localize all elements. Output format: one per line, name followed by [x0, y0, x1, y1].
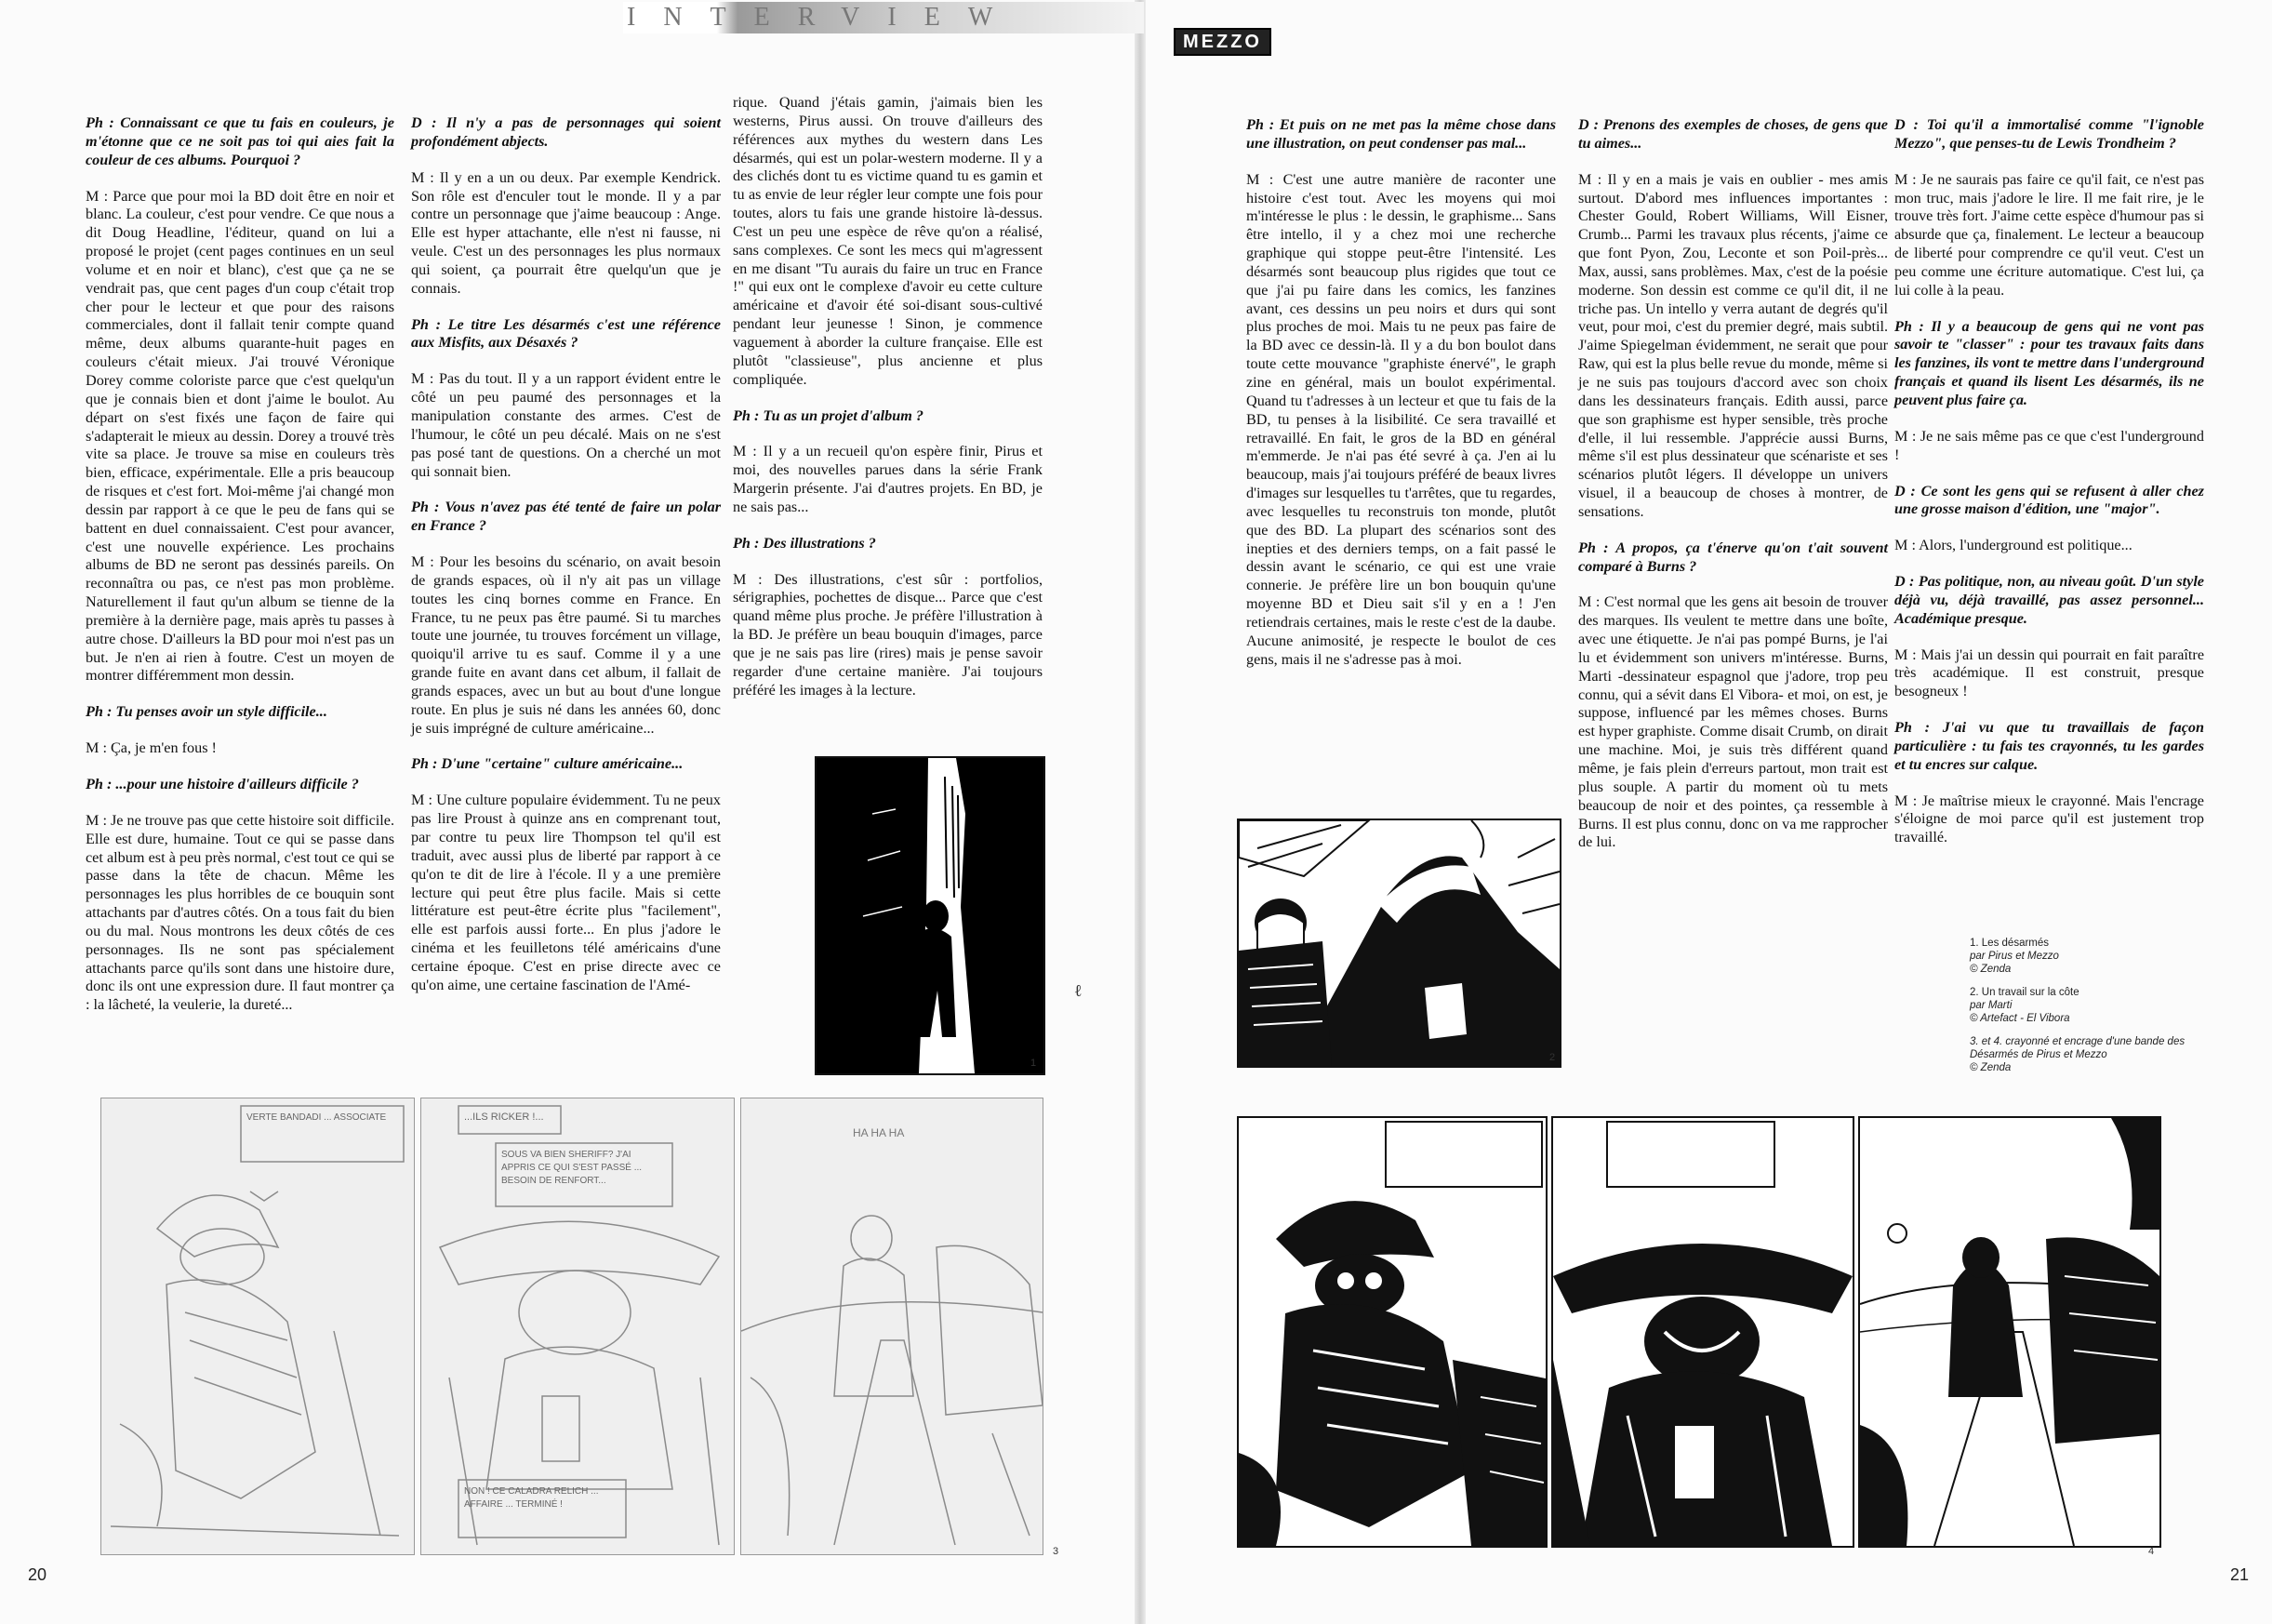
answer-paragraph: M : Il y a un recueil qu'on espère finir, Pirus et moi, des nouvelles parues dans la série Frank Margerin présente. J'ai d'autres projets. En BD, je ne sais pas...	[733, 443, 1043, 515]
mezzo-badge: MEZZO	[1174, 28, 1271, 56]
answer-paragraph: M : Des illustrations, c'est sûr : portfolios, sérigraphies, pochettes de disque... Parce que c'est quand même plus proche. Je préfère l'illustration à la BD. Je préfère un beau bouquin d'images, parce que je ne sais pas lire (rires) mais je pense savoir regarder d'une certaine manière. J'ai toujours préféré les images à la lecture.	[733, 570, 1043, 699]
column-4	[1246, 116, 1556, 686]
credit-3-title: 3. et 4. crayonné et encrage d'une bande des Désarmés de Pirus et Mezzo	[1970, 1036, 2186, 1060]
figure-3-panel-a	[100, 1098, 415, 1555]
page-number-left: 20	[28, 1565, 47, 1584]
figure-4-panel-b	[1551, 1116, 1854, 1548]
sketch-balloon-2: ...ILS RICKER !...	[464, 1112, 544, 1123]
figure-3-panel-b	[420, 1098, 735, 1555]
credit-1	[1970, 937, 2212, 976]
answer-paragraph: rique. Quand j'étais gamin, j'aimais bien les westerns, Pirus aussi. On trouve d'ailleurs des références aux mythes du western dans Les désarmés, qui est un polar-western moderne. Il y a des clichés dont tu es victime quand tu es gamin et tu as envie de leur régler leur compte une fois pour toutes, alors tu fais une grande histoire là-dessus. C'est un peu une espèce de rêve qu'on a réalisé, sans complexes. Ce sont les mecs qui m'agressent en me disant "Tu aurais du faire un truc en France !" qui eux ont le complexe d'avoir eu cette culture américaine et d'avoir été soi-disant sous-cultivé pendant leur jeunesse ! Sinon, je commence vaguement à aborder la culture française. Elle est plutôt "classieuse", plus ancienne et plus compliquée.	[733, 94, 1043, 388]
credit-1-copyright: © Zenda	[1970, 964, 2012, 975]
answer-paragraph: M : C'est normal que les gens ait besoin de trouver des marques. Ils veulent te mettre dans une boîte, avec une étiquette. Je n'ai pas pompé Burns, je l'ai lu et évidemment son univers m'intéresse. Burns, Marti -dessinateur espagnol que j'adore, trop peu connu, qui a sévit dans El Vibora- et moi, on est, je suppose, influencé par les mêmes choses. Burns est hyper graphiste. Comme disait Crumb, on dirait une machine. Moi, je suis très différent quand même, je fais plein d'erreurs partout, mon trait est plus souple. A partir du moment où tu mets beaucoup de noir et des pointes, ça ressemble à Burns. Il est plus connu, donc on va me rapprocher de lui.	[1578, 593, 1888, 851]
question-paragraph: Ph : D'une "certaine" culture américaine...	[411, 755, 684, 773]
figure-credits	[1970, 937, 2212, 1085]
credit-2-authors: par Marti	[1970, 1000, 2013, 1011]
figure-3-panel-c	[740, 1098, 1043, 1555]
answer-paragraph: M : Pour les besoins du scénario, on avait besoin de grands espaces, où il n'y ait pas un village toutes les cinq bornes comme en France. En France, tu ne peux pas être paumé. Si tu marches toute une journée, tu trouves forcément un village, quoiqu'il arrive tu es sauf. Comme il y a une grande fuite en avant dans cet album, il fallait de grands espaces, avec un but au bout d'une longue route. En plus je suis né dans les années 60, donc je suis imprégné de culture américaine...	[411, 553, 721, 737]
ink-figure-road	[1860, 1118, 2159, 1546]
sketch-balloon-5: NON ! CE CALADRA RELICH ... AFFAIRE ... TERMINÉ !	[464, 1486, 599, 1510]
question-paragraph: D : Il n'y a pas de personnages qui soient profondément abjects.	[411, 114, 721, 150]
question-paragraph: Ph : Des illustrations ?	[733, 534, 876, 552]
answer-paragraph: M : Il y en a un ou deux. Par exemple Kendrick. Son rôle est d'enculer tout le monde. Il y a par contre un personnage que j'aime beaucoup : Ange. Elle est hyper attachante, elle n'est ni fausse, ni veule. C'est un des personnages les plus normaux qui soient, ça pourrait être quelqu'un que je connais.	[411, 168, 721, 297]
ink-sheriff-bottle	[1553, 1118, 1853, 1546]
answer-paragraph: M : Je ne sais même pas ce que c'est l'underground !	[1894, 427, 2204, 463]
question-paragraph: Ph : Le titre Les désarmés c'est une référence aux Misfits, aux Désaxés ?	[411, 315, 721, 352]
page-gutter	[1135, 0, 1146, 1624]
column-2	[411, 114, 721, 1013]
question-paragraph: Ph : Connaissant ce que tu fais en couleurs, je m'étonne que ce ne soit pas toi qui aies fait la couleur de ces albums. Pourquoi ?	[86, 114, 394, 168]
column-1	[86, 114, 394, 1032]
question-paragraph: D : Prenons des exemples de choses, de gens que tu aimes...	[1578, 116, 1888, 152]
answer-paragraph: M : C'est une autre manière de raconter une histoire c'est tout. Avec les moyens qui moi m'intéresse le plus : le dessin, le graphisme... Sans être intello, il y a chez moi une recherche graphique qui stoppe peut-être l'intensité. Les désarmés sont beaucoup plus rigides que tout ce que j'ai pu faire dans les comics, les fanzines avant, ces dessins un peu noirs et durs qui sont plus proches de moi. Mais tu ne peux pas faire de la BD avec ce dessin-là. Il y a du bon boulot dans toute cette mouvance "graphiste énervé", le graph zine en général, mais un boulot expérimental. Quand tu t'adresses à un lecteur et que tu fais de la BD, tu penses à la lisibilité. Ce sera travaillé et retravaillé. En fait, le gros de la BD en général m'emmerde. Je n'ai pas été sevré à ça. J'en ai lu beaucoup, mais j'ai toujours préféré de beaux livres d'images sur lesquelles tu t'arrêtes, que tu regardes, avec lesquelles tu reconstruis ton monde, plutôt que des BD. La plupart des scénarios sont des inepties et des derniers temps, on a fait passé le dessin avant le scénario, ce qui est une vraie connerie. Je préfère lire un bon bouquin qu'une moyenne BD et Dieu sait s'il y en a ! J'en retiendrais certaines, mais le reste c'est de la daube. Aucune animosité, je respecte le boulot de ces gens, mais il ne s'adresse pas à moi.	[1246, 170, 1556, 668]
figure-4-panel-c	[1858, 1116, 2161, 1548]
answer-paragraph: M : Je ne trouve pas que cette histoire soit difficile. Elle est dure, humaine. Tout ce qui se passe dans cet album est à peu près normal, c'est tout ce qui se passe dans la tête de chacun. Même les personnages les plus horribles de ce bouquin sont attachants par d'autres côtés. On a tous fait du bien ou du mal. Nous montrons les deux côtés de ces personnages. Ils ne sont pas spécialement attachants parce qu'ils sont dans une histoire dure, donc ils ont une expression dure. Il faut montrer ça : la lâcheté, la veulerie, la dureté...	[86, 811, 394, 1014]
figure-4-number: 4	[2148, 1546, 2155, 1557]
column-6	[1894, 116, 2204, 865]
question-paragraph: Ph : Il y a beaucoup de gens qui ne vont pas savoir te "classer" : pour tes travaux faits dans les fanzines, ils vont te mettre dans l'underground français et quand ils lisent Les désarmés, ils ne peuvent plus faire ça.	[1894, 317, 2204, 408]
question-paragraph: Ph : Vous n'avez pas été tenté de faire un polar en France ?	[411, 499, 721, 535]
coast-building-illustration	[1239, 820, 1560, 1066]
answer-paragraph: M : Une culture populaire évidemment. Tu ne peux pas lire Proust à quinze ans en comprenant tout, par contre tu peux lire Thompson tel qu'il est traduit, avec aussi plus de liberté par rapport à ce qu'on te dit de lire à l'école. Il y a une première lecture qui peut être plus facile. Mais si cette littérature est peut-être écrite plus "facilement", elle est parfois aussi forte... En plus j'adore le cinéma et les feuilletons télé américains d'une certaine époque. C'est en prise directe avec ce qu'on aime, une certaine fascination de l'Amé-	[411, 792, 721, 993]
question-paragraph: Ph : Et puis on ne met pas la même chose dans une illustration, on peut condenser pas mal...	[1246, 116, 1556, 152]
question-paragraph: Ph : J'ai vu que tu travaillais de façon particulière : tu fais tes crayonnés, tu les gardes et tu encres sur calque.	[1894, 719, 2204, 773]
figure-1-number: 1	[1030, 1058, 1037, 1069]
question-paragraph: D : Pas politique, non, au niveau goût. D'un style déjà vu, déjà travaillé, pas assez personnel... Académique presque.	[1894, 573, 2204, 627]
answer-paragraph: M : Mais j'ai un dessin qui pourrait en fait paraître très académique. Il est construit, presque besogneux !	[1894, 646, 2204, 700]
answer-paragraph: M : Parce que pour moi la BD doit être en noir et blanc. La couleur, c'est pour vendre. Ce que nous a dit Doug Headline, l'éditeur, quand on lui a proposé le projet (cent pages continues en un seul volume et en noir et blanc), c'est que ça ne se vendrait pas, que cent pages d'un coup c'était trop cher pour le lecteur et que pour des raisons commerciales, dont il fallait tenir compte quand même, deux albums quarante-huit pages en couleurs c'était mieux. J'ai trouvé Véronique Dorey comme coloriste parce que c'est quelqu'un que je connais bien et dont j'aime le boulot. Au départ on s'est fixés une façon de faire qui s'adapterait le mieux au dessin. Dorey a trouvé très vite sa place. Je trouve sa mise en couleurs très bien, efficace, expérimentale. Elle a pris beaucoup de risques et c'est fort. Moi-même j'ai changé mon dessin par rapport à ce que le peu de fans qui se battent en duel connaissaient. C'est pour avancer, c'est une nouvelle expérience. Les prochains albums de BD ne seront pas dessinés pareils. On reconnaîtra ou pas, ce n'est pas mon problème. Naturellement il faut qu'un album se tienne de la première à la dernière page, mais après tu passes à autre chose. D'ailleurs la BD pour moi n'est pas un but. Je n'en ai rien à foutre. C'est un moyen de montrer différemment mon dessin.	[86, 187, 394, 685]
question-paragraph: Ph : ...pour une histoire d'ailleurs difficile ?	[86, 776, 359, 792]
answer-paragraph: M : Je ne saurais pas faire ce qu'il fait, ce n'est pas mon truc, mais j'adore le lire. Il me fait rire, je le trouve très fort. J'aime cette espèce d'humour pas si absurde que ça, finalement. Le lecteur a beaucoup de liberté pour comprendre ce qu'il veut. C'est un peu comme une écriture automatique. C'est lui, ça lui colle à la peau.	[1894, 170, 2204, 299]
figure-3-number: 3	[1053, 1546, 1059, 1557]
question-paragraph: Ph : Tu as un projet d'album ?	[733, 406, 923, 424]
sketch-balloon-4: HA HA HA	[853, 1126, 905, 1139]
figure-4-panel-a	[1237, 1116, 1548, 1548]
page-number-right: 21	[2230, 1565, 2250, 1584]
sketch-balloon-1: VERTE BANDADI ... ASSOCIATE	[246, 1112, 387, 1123]
sketch-figure-road	[741, 1098, 1043, 1554]
question-paragraph: D : Ce sont les gens qui se refusent à aller chez une grosse maison d'édition, une "major".	[1894, 482, 2204, 518]
ink-sheriff-binoculars	[1239, 1118, 1546, 1546]
answer-paragraph: M : Ça, je m'en fous !	[86, 739, 217, 757]
credit-2	[1970, 986, 2212, 1025]
answer-paragraph: M : Je maîtrise mieux le crayonné. Mais l'encrage s'éloigne de moi parce qu'il est justement trop travaillé.	[1894, 792, 2204, 846]
figure-2-panel	[1237, 819, 1561, 1068]
answer-paragraph: M : Pas du tout. Il y a un rapport évident entre le côté un peu paumé des personnages et la manipulation constante des armes. C'est de l'humour, le côté un peu décalé. Mais on ne s'est pas posé tant de questions. On a cherché un mot qui sonnait bien.	[411, 370, 721, 480]
credit-1-title: 1. Les désarmés	[1970, 938, 2050, 949]
sketch-balloon-3: SOUS VA BIEN SHERIFF? J'AI APPRIS CE QUI S'EST PASSÉ ... BESOIN DE RENFORT...	[501, 1150, 643, 1186]
alley-figure-illustration	[817, 758, 1043, 1073]
figure-1-panel	[815, 756, 1045, 1075]
question-paragraph: D : Toi qu'il a immortalisé comme "l'ignoble Mezzo", que penses-tu de Lewis Trondheim ?	[1894, 116, 2204, 152]
credit-3-copyright: © Zenda	[1970, 1062, 2012, 1073]
credit-3	[1970, 1035, 2212, 1074]
question-paragraph: Ph : Tu penses avoir un style difficile...	[86, 703, 327, 721]
column-5	[1578, 116, 1888, 870]
section-header: INTERVIEW	[623, 2, 1144, 33]
figure-2-number: 2	[1549, 1052, 1556, 1063]
answer-paragraph: M : Il y en a mais je vais en oublier - mes amis surtout. D'abord mes influences importantes : Chester Gould, Robert Williams, Will Eisner, Crumb... Parmi les travaux plus récents, j'aime ce que font Pyon, Zou, Leconte et son Poil-près... Max, aussi, sans problèmes. Max, c'est de la poésie moderne. Son dessin est comme ce qu'il dit, il ne triche pas. Un intello y verra autant de degrés qu'il veut, pour moi, c'est du premier degré, mais subtil. J'aime Spiegelman évidemment, ne serait que pour Raw, qui est la plus belle revue du monde, même si je ne suis pas toujours d'accord avec son choix dans les dessinateurs français. Edith aussi, parce que son graphisme est hyper sensible, très proche d'elle, il lui ressemble. J'apprécie aussi Burns, même s'il est plus dessinateur que scénariste et ses scénarios plutôt légers. Il développe un univers visuel, il a beaucoup de choses à montrer, de sensations.	[1578, 170, 1888, 520]
credit-2-copyright: © Artefact - El Vibora	[1970, 1013, 2070, 1024]
credit-1-authors: par Pirus et Mezzo	[1970, 951, 2059, 962]
print-speck: ℓ	[1074, 981, 1083, 1000]
column-3	[733, 94, 1043, 717]
credit-2-title: 2. Un travail sur la côte	[1970, 987, 2079, 998]
question-paragraph: Ph : A propos, ça t'énerve qu'on t'ait souvent comparé à Burns ?	[1578, 539, 1888, 575]
sketch-sheriff-binoculars	[101, 1098, 414, 1554]
answer-paragraph: M : Alors, l'underground est politique...	[1894, 537, 2132, 554]
